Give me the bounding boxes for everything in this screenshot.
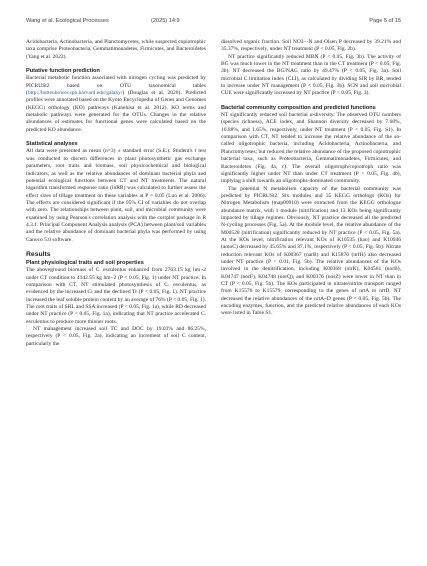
paragraph-statistics: All data were presented as mean (n=3) ± standard error (S.E.). Student's t test was conducted to discern differences in plant photosynthetic gas exchange parameters, root traits and biomass, soil physicochemical and biological indicators, as well as the relative abundances of dominant bacterial phyla and potential ecological functions between CT and NT treatments. The natural logarithm transformed response ratio (lnRR) was calculated to further assess the effect sizes of tillage treatment on these variables at P = 0.05 (Luo et al. 2006). The effects are considered significant if the 95% CI of variables do not overlap with zero. The relationships between plant, soil, and microbial community were examined by using Pearson's correlation analysis with the corrplot package in R 4.3.1. Principal Component Analysis analysis (PCA) between plant/soil variables and the relative abundance of dominant bacterial phyla was performed by using Canoco 5.0 software. (26, 148, 206, 243)
galaxy-link[interactable]: http://huttenhower.sph.harvard.edu/galaxy/ (27, 90, 123, 97)
heading-statistical-analyses: Statistical analyses (26, 141, 78, 148)
paragraph-plant: The aboveground biomass of C. esculentus enhanced from 2763.15 kg hm−2 under CT condition to 4142.55 kg hm−2 (P < 0.05, Fig. 1) under NT practice. In comparison with CT, NT stimulated photosynthesis of C. esculentus, as evidenced by the increased Ci and the declined Tr (P < 0.05, Fig. 1). NT practice increased the leaf soluble protein content by an average of 76% (P < 0.05, Fig. 1). The root traits of SRL and SSA increased (P < 0.05, Fig. 1a), while RD decreased under NT practice (P < 0.05, Fig. 1a), indicating that NT practice accelerated C. esculentus to produce more thinner roots. (26, 267, 206, 325)
header-page-number: Page 5 of 15 (369, 18, 401, 24)
paragraph-picrust: The potential N metabolism capacity of the bacterial community was predicted by PICRUSt2. Six modules and 35 KEGG orthologs (KOs) for Nitrogen Metabolism (map00910) were extracted from the KEGG orthologue abundance matrix, with 1 module (nitrification) and 13 KOs being significantly impacted by tillage regimes. Obviously, NT practice decreased all the predicted N-cycling processes (Fig. 5a). At the module level, the relative abundance of the M00528 (nitrification) significantly reduced by NT practice (P < 0.05, Fig. 5a). At the KOs level, nitrification relevant KOs of K10535 (hao) and K10946 (amoC) decreased by 45.65% and 37.1%, respectively (P < 0.05, Fig. 5b). Nitrate reduction relevant KOs of K00367 (narB) and K15876 (nrfH) also decreased under NT practice (P < 0.01, Fig. 5b). The relative abundances of the KOs involved in the denitrification, including K00368 (nirK), K04561 (norB), K04747 (norF), K04748 (norQ), and K00376 (nosZ) were lower in NT than in CT (P < 0.05, Fig. 5b). The KOs participated in nitrate/nitrite transport ranged from K15576 to K15579, corresponding to the genes of nrtA to nrtD. NT decreased the relative abundances of the nrtA–D genes (P < 0.05, Fig. 5b). The encoding enzymes, function, and the predicted relative abundances of each KOs were listed in Table S1. (221, 185, 401, 317)
heading-bacterial-community: Bacterial community composition and predicted functions (221, 104, 376, 111)
right-column (221, 39, 401, 318)
putative-text-b: ) (Douglas et al. 2020). Predicted profiles were annotated based on the Kyoto Encyclopedia of Genes and Genomes (KEGG) orthology (KO) pathways (Kanehisa et al. 2012). KO terms and metabolic pathways were generated for the OTUs. Changes in the relative abundances of estimates for functional genes were calculated based on the predicted KO abundance. (26, 90, 206, 133)
header-journal: Wang et al. Ecological Processes (26, 18, 109, 24)
running-header (26, 18, 401, 24)
paragraph-bacterial: NT significantly reduced soil bacterial α-diversity. The observed OTU numbers (species richness), ACE index, and Shannon diversity decreased by 7.68%, 10.88%, and 1.65%, respectively, under NT treatment (P < 0.05, Fig. S1). In comparison with CT, NT tended to increase the relative abundance of the so-called oligotrophic bacteria, including Acidobacteria, Actinobacteria, and Planctomycetes; but reduced the relative abundance of the proposed copiotrophic bacterial taxa, such as Proteobacteria, Gemmatimonadetes, Firmicutes, and Bacteroidetes (Fig. 4a, c). The overall oligotroph/copiotroph ratio was significantly higher under NT than under CT treatment (P < 0.05, Fig. 4b), implying a shift towards an oligotrophs-dominated community. (221, 112, 401, 185)
paragraph-soil: NT management increased soil TC and DOC by 19.03% and 86.25%, respectively (P < 0.05, Fig. 2a), indicating an increment of soil C content, particularly the (26, 326, 206, 347)
left-column (26, 39, 206, 348)
heading-plant-traits: Plant physiological traits and soil properties (26, 259, 144, 266)
paragraph-mbn: NT practice significantly reduced MBN (P < 0.05, Fig. 3b). The activity of BG was much lower in the NT treatment than in the CT treatment (P < 0.05, Fig. 3b). NT decreased the BG/NAG ratio by 49.47% (P < 0.05, Fig. 3a). Soil microbial C limitation index (CLI), as calculated by dividing SIR by BR, tended to increase under NT management (P < 0.05, Fig. 3b). SCN and soil microbial CUE were significantly increased by NT practice (P < 0.05, Fig. 3). (221, 53, 401, 97)
header-year-volume: (2025) 14:9 (151, 18, 180, 24)
paragraph-continuation: dissolved organic fraction. Soil NO3−-N and Olsen P decreased by 39.21% and 35.37%, respectively, under NT treatment (P < 0.05, Fig. 2b). (221, 39, 401, 53)
heading-putative-function: Putative function prediction (26, 68, 100, 75)
paragraph-intro: Acidobacteria, Actinobacteria, and Planctomycetes, while suspected copiotrophic taxa comprise Proteobacteria, Gemmatimonadetes, Firmicutes, and Bacteroidetes (Yang et al. 2022). (26, 39, 206, 60)
paragraph-putative (26, 75, 206, 134)
heading-results: Results (26, 250, 51, 258)
putative-text-a: Bacterial metabolic function associated with nitrogen cycling was predicted by PICRUSt2 based on OTU taxonomical tables ( (26, 75, 206, 97)
